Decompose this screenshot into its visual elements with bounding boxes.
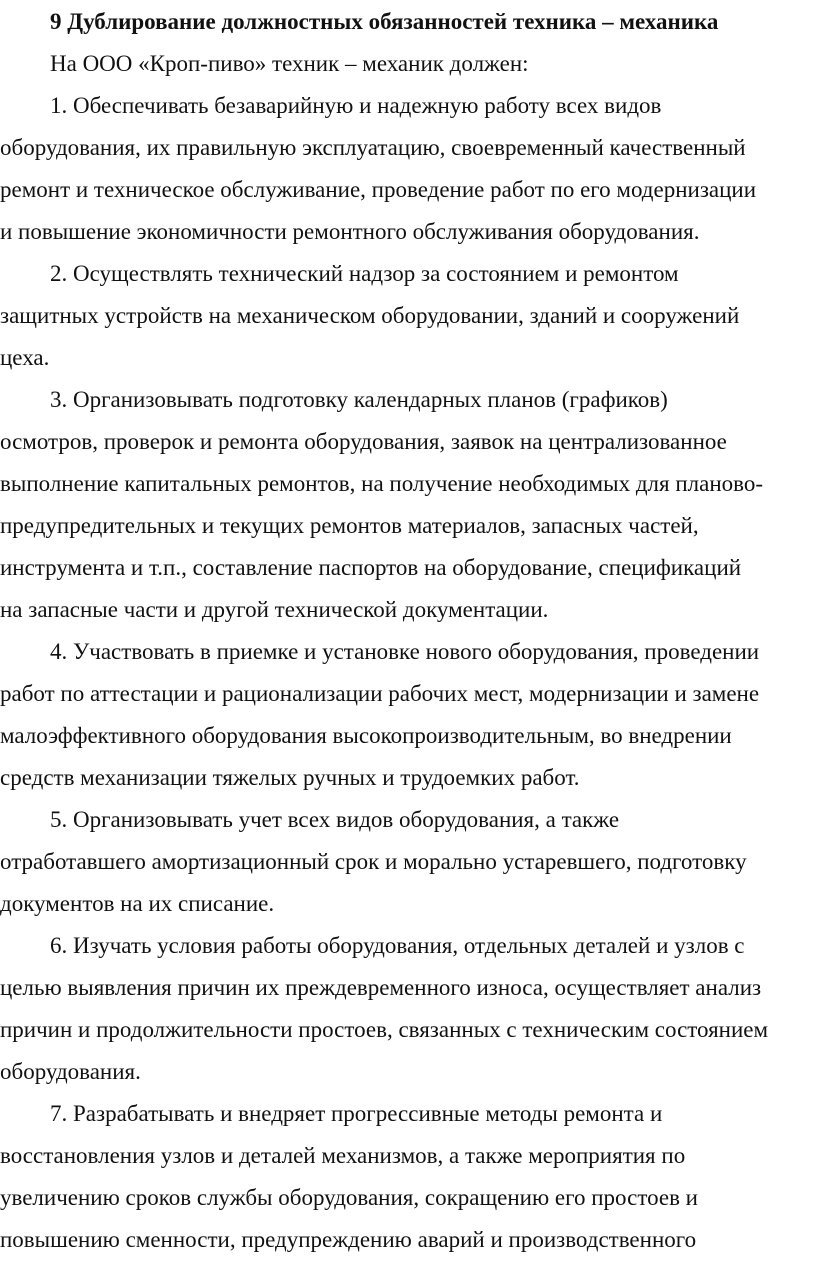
paragraph-4-line-1: 4. Участвовать в приемке и установке нового оборудования, проведении: [50, 639, 760, 664]
paragraph-3-line-3: выполнение капитальных ремонтов, на получение необходимых для планово-: [0, 471, 763, 496]
paragraph-3-line-2: осмотров, проверок и ремонта оборудования, заявок на централизованное: [0, 429, 727, 454]
paragraph-5-line-1: 5. Организовывать учет всех видов оборудования, а также: [50, 807, 620, 832]
paragraph-7-line-2: восстановления узлов и деталей механизмов, а также мероприятия по: [0, 1143, 686, 1168]
paragraph-7-line-4: повышению сменности, предупреждению аварий и производственного: [0, 1227, 697, 1252]
paragraph-2-line-3: цеха.: [0, 345, 50, 370]
paragraph-3-line-4: предупредительных и текущих ремонтов материалов, запасных частей,: [0, 513, 699, 538]
paragraph-6-line-3: причин и продолжительности простоев, связанных с техническим состоянием: [0, 1017, 769, 1042]
paragraph-4-line-4: средств механизации тяжелых ручных и трудоемких работ.: [0, 765, 580, 790]
paragraph-1-line-1: 1. Обеспечивать безаварийную и надежную работу всех видов: [50, 93, 662, 118]
section-heading: 9 Дублирование должностных обязанностей техника – механика: [50, 9, 719, 34]
paragraph-5-line-3: документов на их списание.: [0, 891, 275, 916]
paragraph-7-line-3: увеличению сроков службы оборудования, сокращению его простоев и: [0, 1185, 698, 1210]
paragraph-6-line-1: 6. Изучать условия работы оборудования, отдельных деталей и узлов с: [50, 933, 745, 958]
paragraph-1-line-3: ремонт и техническое обслуживание, проведение работ по его модернизации: [0, 177, 757, 202]
paragraph-1-line-4: и повышение экономичности ремонтного обслуживания оборудования.: [0, 219, 700, 244]
paragraph-2-line-1: 2. Осуществлять технический надзор за состоянием и ремонтом: [50, 261, 679, 286]
paragraph-4-line-2: работ по аттестации и рационализации рабочих мест, модернизации и замене: [0, 681, 760, 706]
paragraph-5-line-2: отработавшего амортизационный срок и морально устаревшего, подготовку: [0, 849, 747, 874]
paragraph-7-line-1: 7. Разрабатывать и внедряет прогрессивные методы ремонта и: [50, 1101, 663, 1126]
paragraph-3-line-1: 3. Организовывать подготовку календарных планов (графиков): [50, 387, 668, 412]
paragraph-6-line-2: целью выявления причин их преждевременного износа, осуществляет анализ: [0, 975, 762, 1000]
paragraph-1-line-2: оборудования, их правильную эксплуатацию, своевременный качественный: [0, 135, 746, 160]
paragraph-3-line-5: инструмента и т.п., составление паспортов на оборудование, спецификаций: [0, 555, 742, 580]
intro-text: На ООО «Кроп-пиво» техник – механик должен:: [50, 51, 529, 76]
paragraph-3-line-6: на запасные части и другой технической документации.: [0, 597, 549, 622]
paragraph-6-line-4: оборудования.: [0, 1059, 141, 1084]
paragraph-2-line-2: защитных устройств на механическом оборудовании, зданий и сооружений: [0, 303, 740, 328]
paragraph-4-line-3: малоэффективного оборудования высокопроизводительным, во внедрении: [0, 723, 732, 748]
